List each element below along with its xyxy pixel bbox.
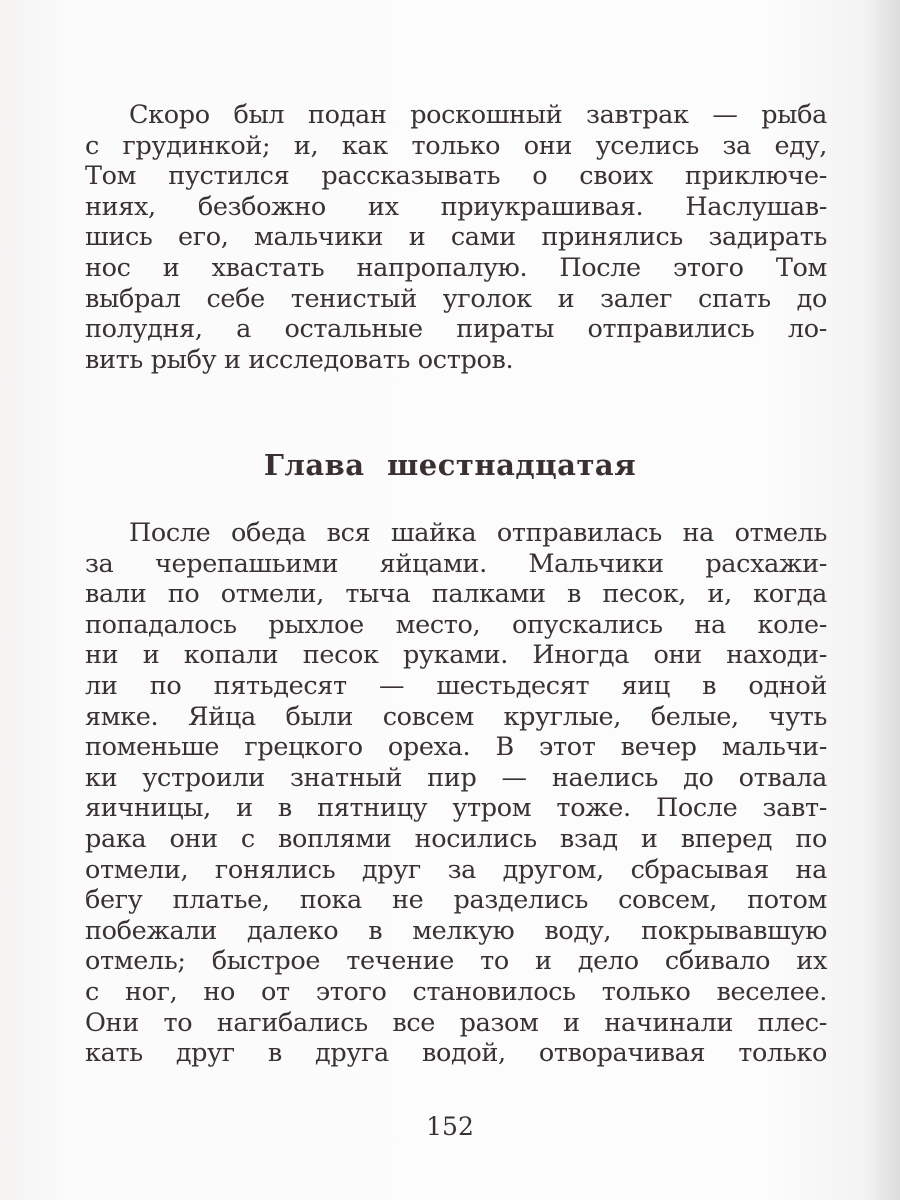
text-line: с грудинкой; и, как только они уселись за еду,	[85, 130, 827, 161]
text-line: После обеда вся шайка отправилась на отмель	[129, 518, 827, 548]
text-line: полудня, а остальные пираты отправились ло-	[85, 314, 827, 345]
text-line: Они то нагибались все разом и начинали плес-	[85, 1007, 827, 1038]
text-line: с ног, но от этого становилось только веселее.	[85, 976, 827, 1007]
text-line: ниях, безбожно их приукрашивая. Наслушав-	[85, 191, 827, 222]
text-line: ни и копали песок руками. Иногда они находи-	[85, 640, 827, 671]
text-line: выбрал себе тенистый уголок и залег спать до	[85, 283, 827, 314]
page-number: 152	[426, 1112, 474, 1141]
text-line: отмель; быстрое течение то и дело сбивало их	[85, 946, 827, 977]
text-line: вить рыбу и исследовать остров.	[85, 344, 514, 375]
text-line: бегу платье, пока не разделись совсем, потом	[85, 885, 827, 916]
text-line: нос и хвастать напропалую. После этого Том	[85, 252, 827, 283]
text-line: шись его, мальчики и сами принялись задирать	[85, 222, 827, 253]
chapter-title: Глава шестнадцатая	[263, 448, 637, 482]
paragraph-turtle-eggs	[85, 518, 827, 1069]
text-line: кать друг в друга водой, отворачивая только	[85, 1038, 827, 1069]
text-line: ки устроили знатный пир — наелись до отвала	[85, 762, 827, 793]
text-line: за черепашьими яйцами. Мальчики расхажи-	[85, 548, 827, 579]
text-line: яичницы, и в пятницу утром тоже. После завт-	[85, 793, 827, 824]
text-line: побежали далеко в мелкую воду, покрывавшую	[85, 915, 827, 946]
text-line: отмели, гонялись друг за другом, сбрасывая на	[85, 854, 827, 885]
text-line: Том пустился рассказывать о своих приключе-	[85, 161, 827, 192]
text-line: попадалось рыхлое место, опускались на коле-	[85, 609, 827, 640]
text-line: ли по пятьдесят — шестьдесят яиц в одной	[85, 670, 827, 701]
text-line: вали по отмели, тыча палками в песок, и, когда	[85, 579, 827, 610]
text-line: поменьше грецкого ореха. В этот вечер мальчи-	[85, 732, 827, 763]
text-line: ямке. Яйца были совсем круглые, белые, чуть	[85, 701, 827, 732]
text-line: рака они с воплями носились взад и вперед по	[85, 823, 827, 854]
paragraph-breakfast	[85, 100, 827, 375]
text-line: Скоро был подан роскошный завтрак — рыба	[129, 100, 827, 130]
